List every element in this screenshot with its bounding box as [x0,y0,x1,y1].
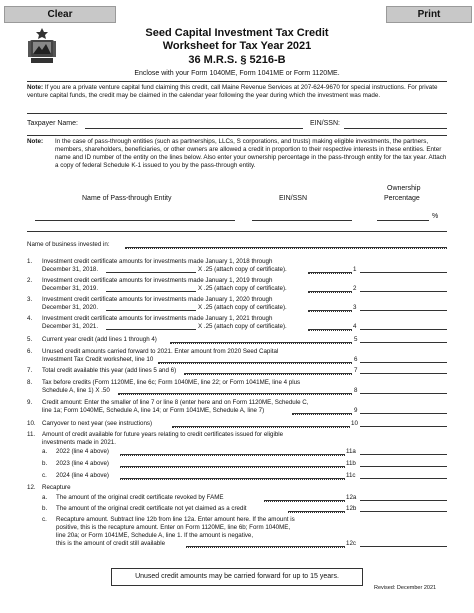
taxpayer-ein-field[interactable] [344,128,447,129]
divider [27,231,447,232]
clear-button[interactable]: Clear [4,6,116,23]
divider [27,135,447,136]
entity-ownership-field[interactable] [377,220,429,221]
entity-name-field[interactable] [35,220,235,221]
business-name-label: Name of business invested in: [27,241,110,248]
line-5-amount[interactable] [360,342,447,343]
enclose-instruction: Enclose with your Form 1040ME, Form 1041ME or Form 1120ME. [134,70,340,77]
line-1-input[interactable] [106,272,196,273]
line-2-amount[interactable] [360,291,447,292]
line-1-amount[interactable] [360,272,447,273]
line-11a-amount[interactable] [360,454,447,455]
col-percentage: Percentage [384,195,420,202]
divider [27,113,447,114]
line-3-amount[interactable] [360,310,447,311]
print-button[interactable]: Print [386,6,472,23]
line-6-amount[interactable] [360,362,447,363]
col-ownership: Ownership [387,185,421,192]
entity-ein-field[interactable] [252,220,352,221]
line-8-amount[interactable] [360,393,447,394]
col-ein: EIN/SSN [279,195,308,202]
note-private-venture: Note: If you are a private venture capital fund claiming this credit, call Maine Revenue Services at 207-624-9670 for special instructions. For private venture capital funds, the credit may be claimed in the calendar year following the year during which the investment was made. [27,84,438,99]
line-12c-amount[interactable] [360,546,447,547]
line-4-input[interactable] [106,329,196,330]
line-11c-amount[interactable] [360,478,447,479]
business-name-field[interactable] [125,247,447,249]
line-3-input[interactable] [106,310,196,311]
line-4-amount[interactable] [360,329,447,330]
statute-reference: 36 M.R.S. § 5216-B [188,54,286,66]
taxpayer-ein-label: EIN/SSN: [310,120,340,127]
carryforward-notice-box: Unused credit amounts may be carried forward for up to 15 years. [111,568,363,586]
col-entity-name: Name of Pass-through Entity [82,195,172,202]
line-7-amount[interactable] [360,373,447,374]
line-11b-amount[interactable] [360,466,447,467]
line-2-input[interactable] [106,291,196,292]
revised-date: Revised: December 2021 [374,585,437,591]
percent-sign: % [432,213,439,220]
note-passthrough-label: Note: [27,138,44,145]
divider [27,81,447,82]
line-9-amount[interactable] [360,413,447,414]
line-12a-amount[interactable] [360,500,447,501]
form-subtitle: Worksheet for Tax Year 2021 [162,40,312,52]
taxpayer-name-field[interactable] [85,128,303,129]
taxpayer-name-label: Taxpayer Name: [27,120,78,127]
form-title: Seed Capital Investment Tax Credit [145,27,329,39]
note-passthrough-text: In the case of pass-through entities (such as partnerships, LLCs, S corporations, and trusts) making eligible investments, the partners, members, shareholders, beneficiaries, or other owners are allowed a credit in proportion to their respective interests in these entities. Enter name and ID number of the entity on the lines below. Also enter your ownership percentage in the pass-through entity for the tax year. Attach a copy of federal Schedule K-1 issued to you by the pass-through entity. [55,138,447,169]
line-10-amount[interactable] [360,426,447,427]
line-12b-amount[interactable] [360,511,447,512]
